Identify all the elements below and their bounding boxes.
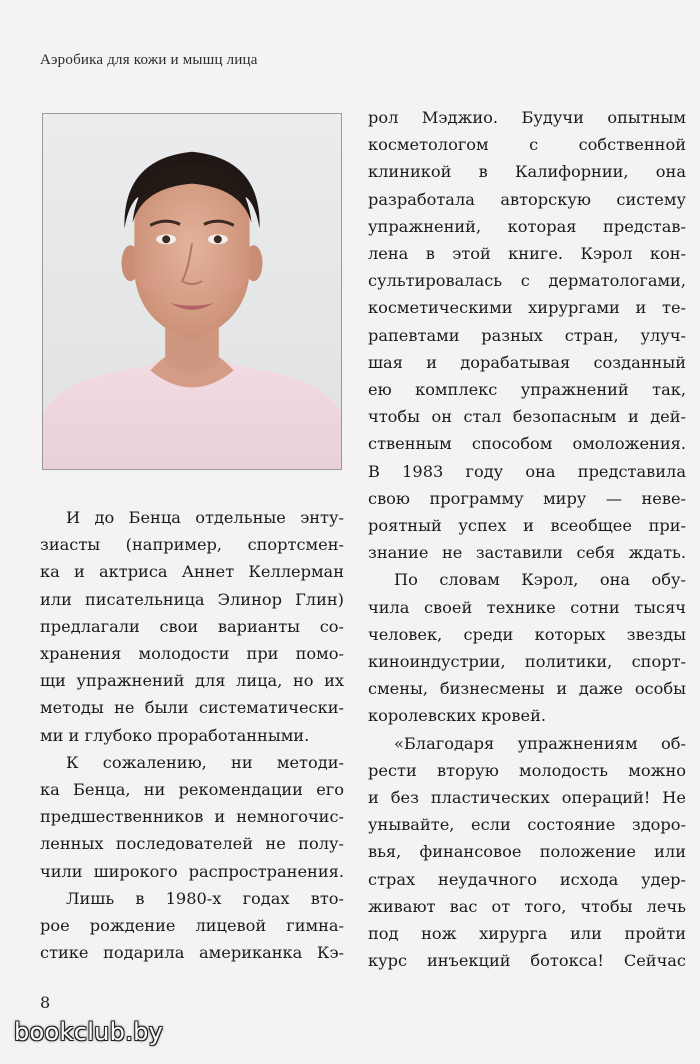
text-line: зиасты (например, спортсмен- <box>40 535 344 555</box>
running-head: Аэробика для кожи и мышц лица <box>40 52 258 68</box>
text-line: свою программу миру — неве- <box>368 488 686 508</box>
text-line: киноиндустрии, политики, спорт- <box>368 652 686 672</box>
text-line: клиникой в Калифорнии, она <box>368 162 686 182</box>
text-line: курс инъекций ботокса! Сейчас <box>368 951 686 971</box>
text-line: и без пластических операций! Не <box>368 788 686 808</box>
text-line: рол Мэджио. Будучи опытным <box>368 108 686 127</box>
text-line: «Благодаря упражнениям об- <box>394 733 686 753</box>
text-line: чила своей технике сотни тысяч <box>368 597 686 617</box>
text-line: шая и дорабатывая созданный <box>368 352 686 372</box>
right-text-column <box>368 104 686 975</box>
text-line: чтобы он стал безопасным и дей- <box>368 407 686 427</box>
text-line: или писательница Элинор Глин) <box>40 589 344 609</box>
text-line: рести вторую молодость можно <box>368 760 686 780</box>
text-line: рое рождение лицевой гимна- <box>40 916 344 936</box>
text-line: предшественников и немногочис- <box>40 807 344 827</box>
page-number: 8 <box>40 993 51 1012</box>
text-line: ка Бенца, ни рекомендации его <box>40 780 344 800</box>
portrait-photo-icon <box>43 114 341 469</box>
text-line: По словам Кэрол, она обу- <box>394 570 686 590</box>
text-line: королевских кровей. <box>368 706 547 726</box>
watermark-logo: bookclub.by <box>14 1018 164 1046</box>
text-line: лена в этой книге. Кэрол кон- <box>368 244 686 264</box>
text-line: унывайте, если состояние здоро- <box>368 815 686 835</box>
text-line: под нож хирурга или пройти <box>368 924 686 944</box>
text-line: методы не были систематически- <box>40 698 344 718</box>
text-line: косметическими хирургами и те- <box>368 298 686 318</box>
text-line: ленных последователей не полу- <box>40 834 344 854</box>
text-line: страх неудачного исхода удер- <box>368 869 686 889</box>
text-line: человек, среди которых звезды <box>368 624 686 644</box>
text-line: ею комплекс упражнений так, <box>368 380 686 400</box>
text-line: смены, бизнесмены и даже особы <box>368 679 686 699</box>
text-line: ственным способом омоложения. <box>368 434 686 454</box>
text-line: чили широкого распространения. <box>40 861 344 881</box>
left-text-column <box>40 504 344 966</box>
text-line: роятный успех и всеобщее при- <box>368 516 686 536</box>
text-line: упражнений, которая представ- <box>368 216 686 236</box>
text-line: И до Бенца отдельные энту- <box>66 508 344 527</box>
text-line: рапевтами разных стран, улуч- <box>368 325 686 345</box>
text-line: сультировалась с дерматологами, <box>368 271 686 291</box>
text-line: В 1983 году она представила <box>368 461 686 481</box>
text-line: предлагали свои варианты со- <box>40 616 344 636</box>
text-line: разработала авторскую систему <box>368 189 686 209</box>
text-line: К сожалению, ни методи- <box>66 752 344 772</box>
text-line: стике подарила американка Кэ- <box>40 943 344 963</box>
text-line: щи упражнений для лица, но их <box>40 671 344 691</box>
author-portrait-photo <box>42 113 342 470</box>
text-line: хранения молодости при помо- <box>40 644 344 664</box>
text-line: Лишь в 1980-х годах вто- <box>66 888 344 908</box>
text-line: вья, финансовое положение или <box>368 842 686 862</box>
text-line: ми и глубоко проработанными. <box>40 725 310 745</box>
text-line: живают вас от того, чтобы лечь <box>368 896 686 916</box>
text-line: косметологом с собственной <box>368 135 686 155</box>
text-line: ка и актриса Аннет Келлерман <box>40 562 344 582</box>
text-line: знание не заставили себя ждать. <box>368 543 686 563</box>
